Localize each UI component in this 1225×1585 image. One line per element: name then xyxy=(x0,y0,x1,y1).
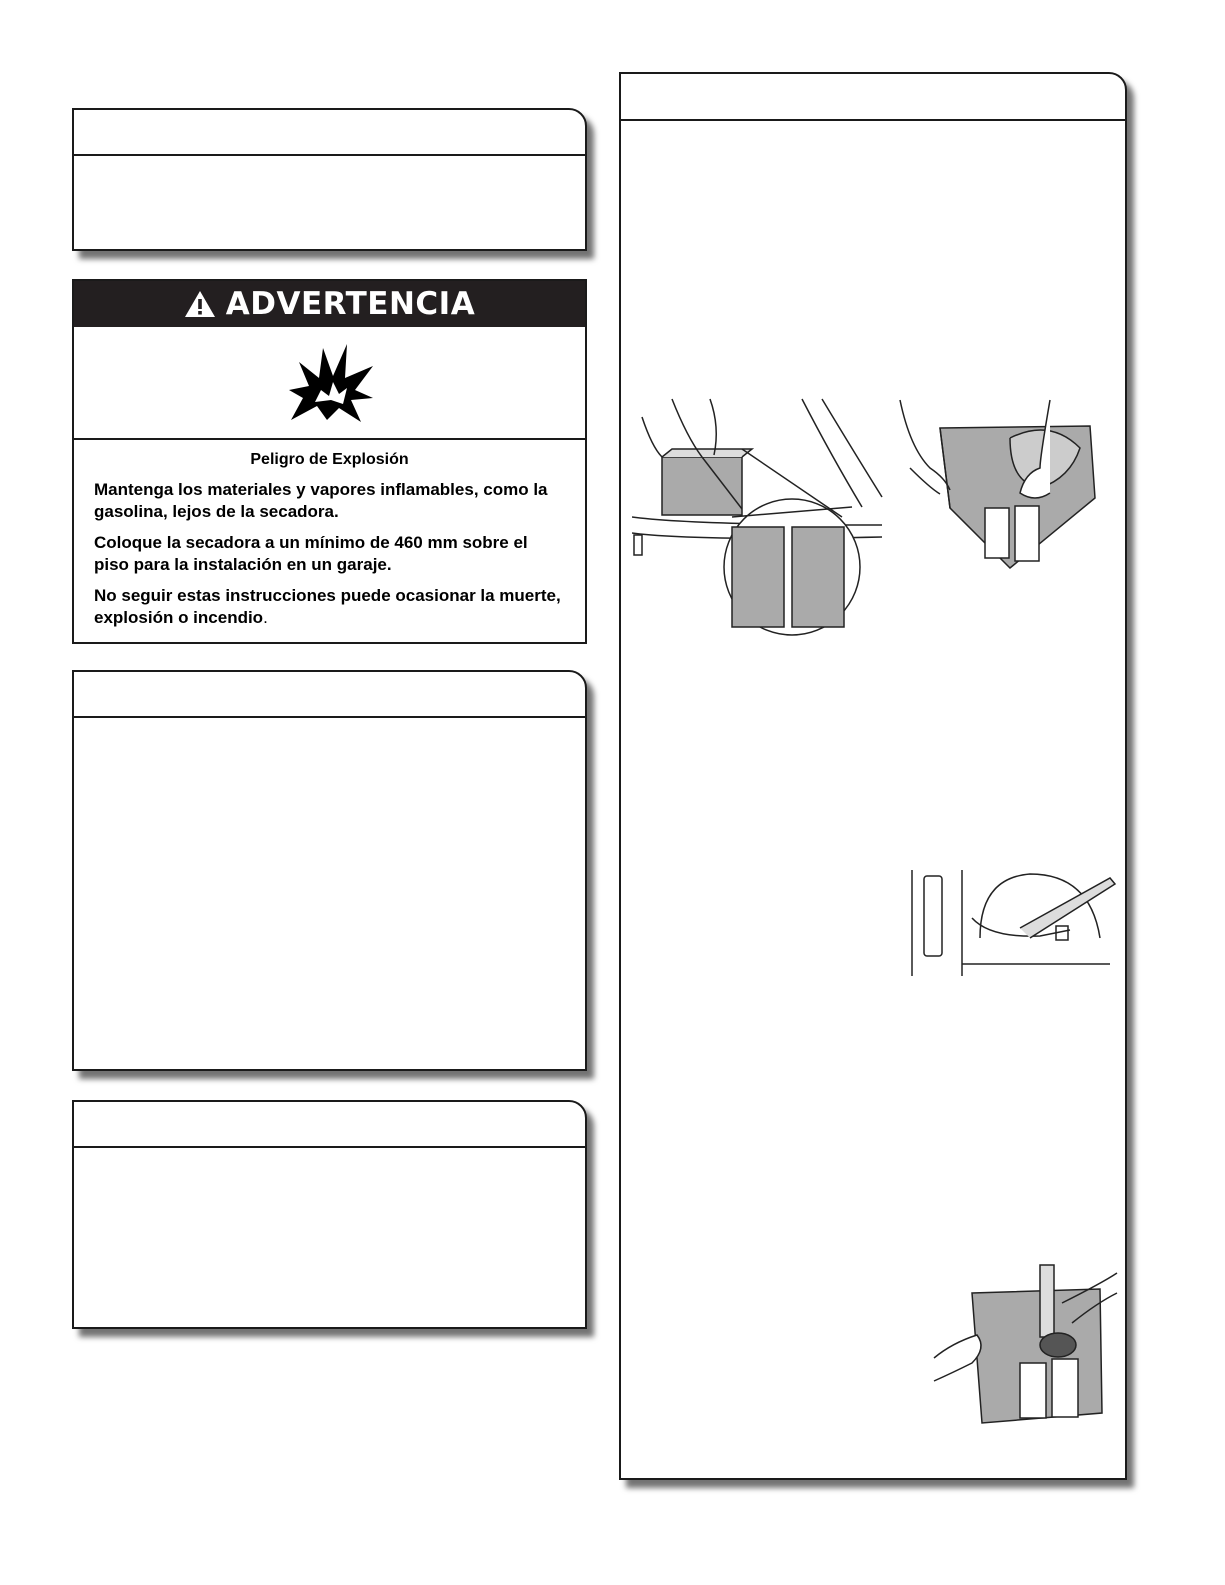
warning-paragraph-3 xyxy=(94,585,565,629)
top-left-section-box xyxy=(72,108,587,251)
warning-title-bar xyxy=(74,281,585,327)
right-section-header xyxy=(621,74,1125,121)
warning-triangle-icon xyxy=(184,290,216,318)
top-left-section-header xyxy=(74,110,585,156)
lint-screen-removal-illustration xyxy=(632,397,892,637)
middle-left-section-header xyxy=(74,672,585,718)
dryer-drum-vacuum-illustration xyxy=(910,868,1118,978)
lint-screen-brush-illustration xyxy=(932,1263,1120,1435)
warning-box xyxy=(72,279,587,644)
bottom-left-section-header xyxy=(74,1102,585,1148)
warning-paragraph-3-end: . xyxy=(263,608,268,627)
warning-symbol-area xyxy=(74,327,585,440)
warning-paragraph-3-bold: No seguir estas instrucciones puede ocasionar la muerte, explosión o incendio xyxy=(94,586,561,627)
warning-title: ADVERTENCIA xyxy=(225,286,476,322)
middle-left-section-box xyxy=(72,670,587,1071)
warning-heading: Peligro de Explosión xyxy=(250,451,409,468)
warning-paragraph-1: Mantenga los materiales y vapores inflamables, como la gasolina, lejos de la secadora. xyxy=(94,480,548,521)
lint-screen-cleaning-illustration xyxy=(890,398,1100,573)
explosion-icon xyxy=(287,342,377,424)
warning-text xyxy=(94,451,565,638)
warning-paragraph-2: Coloque la secadora a un mínimo de 460 mm sobre el piso para la instalación en un garaje. xyxy=(94,533,528,574)
bottom-left-section-box xyxy=(72,1100,587,1329)
